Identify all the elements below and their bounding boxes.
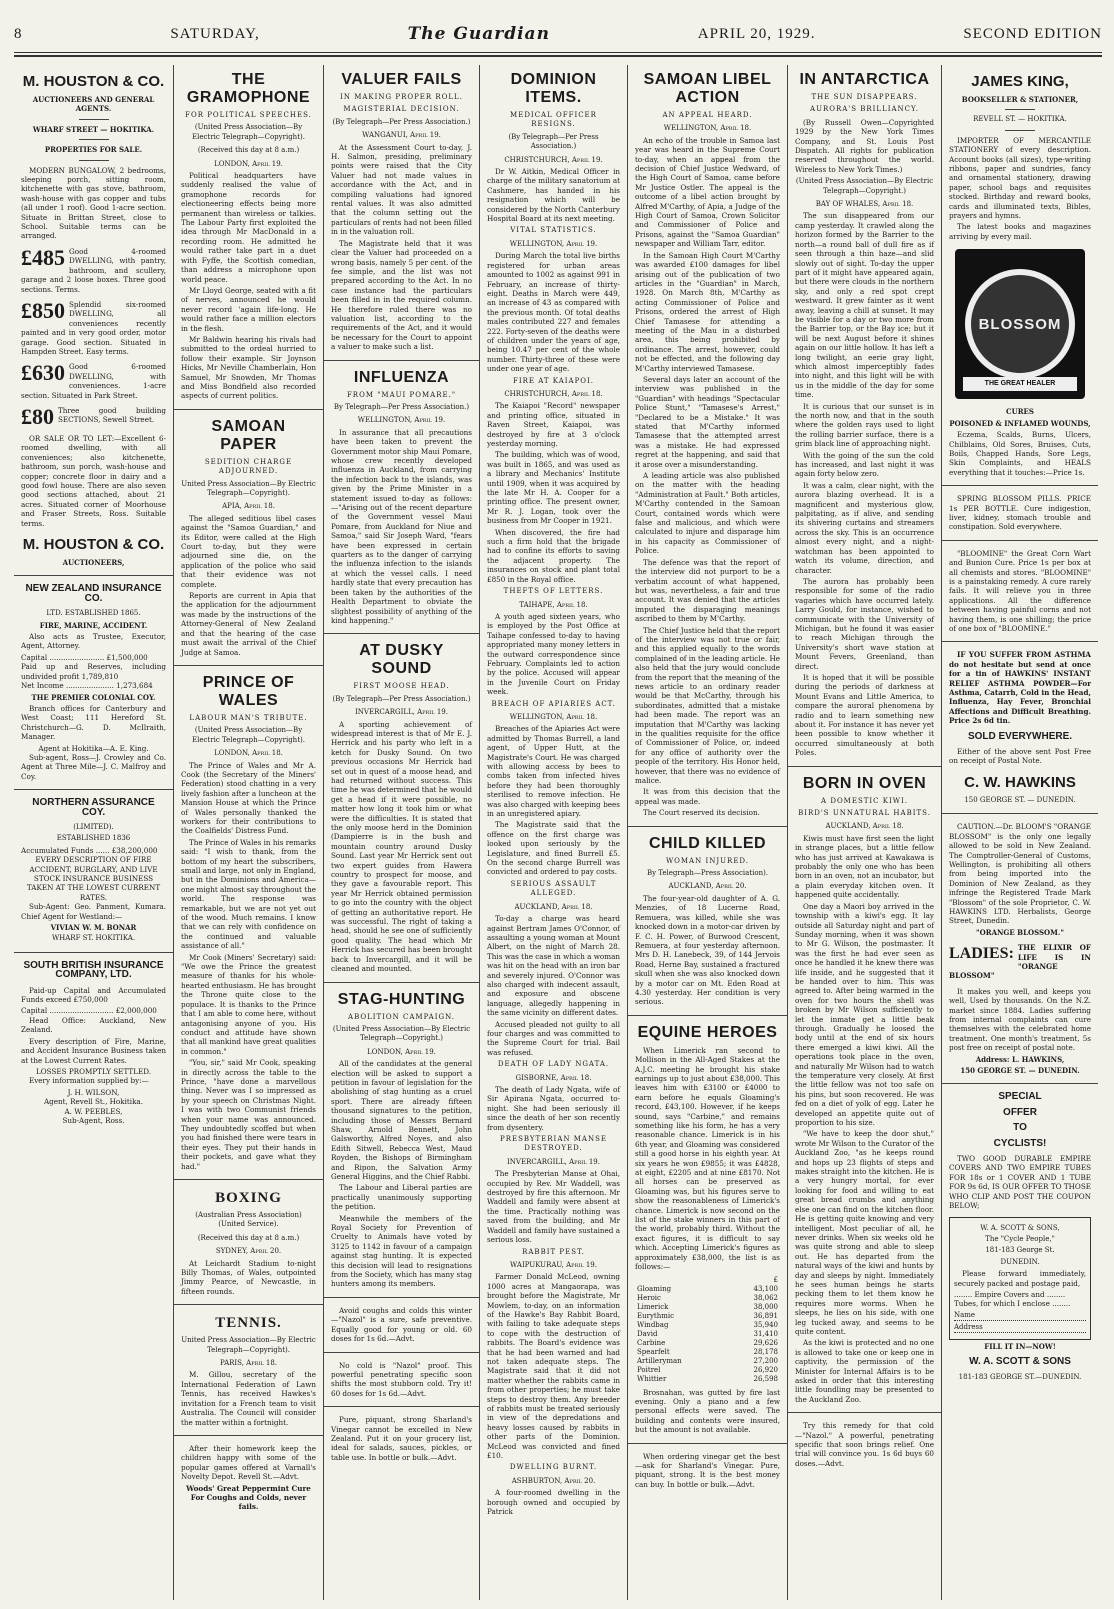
address: REVELL ST. — HOKITIKA. <box>973 115 1067 124</box>
houston-sub-2: AUCTIONEERS, <box>62 558 125 568</box>
sub: VITAL STATISTICS. <box>510 226 597 235</box>
coupon-scott: W. A. SCOTT & SONS, <box>980 1223 1060 1232</box>
cures: CURES <box>1006 407 1034 417</box>
masthead <box>14 22 1102 46</box>
paragraph: The aurora has probably been responsible for some of the radio vagaries which have occurred lately. Larry Gould, for instance, wished to communicate with the University of Michigan, but he found it was easier to reach Michigan through the University's short wave station at Mount Fevers, Greenland, than direct. <box>795 576 934 671</box>
dateline: INVERCARGILL, April 19. <box>507 1157 600 1166</box>
property-5 <box>21 406 166 428</box>
logo-text: BLOSSOM <box>978 315 1062 333</box>
paragraph: Reports are current in Apia that the application for the adjournment was made by the instructions of the Attorney-General of New Zealand and that the hearing of the case must await the arrival of the Chief Judge at Samoa. <box>181 591 316 657</box>
sold-everywhere: SOLD EVERYWHERE. <box>967 730 1073 742</box>
sub: FROM "MAUI POMARE." <box>346 390 457 399</box>
property-6: OR SALE OR TO LET:—Excellent 6-roomed dwelling, with all conveniences; also kitchenette, bathroom, sun porch, wash-house and copper; concrete floor in dairy and a good fowl house. There are also seven good sections attached, about 21 acres. Situated corner of Moorhouse and Fraser Streets, Ross. Suitable terms. <box>21 433 166 528</box>
column-3 <box>324 65 480 1600</box>
northern-funds: Accumulated Funds ...... £38,200,000 <box>21 845 158 855</box>
address: 150 GEORGE ST. — DUNEDIN. <box>964 795 1076 804</box>
hawkins-heading: C. W. HAWKINS <box>964 773 1076 791</box>
advert: Try this remedy for that cold—"Nazol." A powerful, penetrating specific that soon brings relief. One trial will convince you. 1s 6d buys 60 doses.—Advt. <box>795 1421 934 1468</box>
northern-heading: NORTHERN ASSURANCE COY. <box>32 797 155 818</box>
dateline: APIA, April 18. <box>222 502 275 511</box>
nz-premier: THE PREMIER COLONIAL COY. <box>31 692 156 702</box>
dateline: WELLINGTON, April 18. <box>663 124 752 133</box>
dateline: WELLINGTON, April 18. <box>509 712 598 721</box>
houston-sub: AUCTIONEERS AND GENERAL AGENTS. <box>32 95 155 114</box>
nz-also: Also acts as Trustee, Executor, Agent, Attorney. <box>21 632 166 651</box>
table-row <box>635 1375 780 1384</box>
horse-name: Carbine <box>637 1338 666 1347</box>
gramophone-heading: THE GRAMOPHONE <box>186 71 311 106</box>
coupon-text: ........ Empire Covers and ........ <box>954 1289 1066 1299</box>
paragraph: The Chief Justice held that the report of the interview was not true or fair, and this applied equally to the words complained of in the leading article. He also held that the jury would conclude from the report that the meaning of the news article to an ordinary reader would be that McCarthy, through his subordinates, admitted that a mistake had been made. The report was an imputation that M'Carthy was lacking in the qualities requisite for the office of Commissioner of Police, or, indeed for any office of authority over the people of the territory. His Honor held, however, that there was no evidence of malice. <box>635 625 780 786</box>
received: (Received this day at 8 a.m.) <box>197 1233 300 1242</box>
paragraph: The Magistrate held that it was clear the Valuer had proceeded on a wrong basis, namely 5 per cent. of the fee simple, and the list was not prepared according to the Act. In no case instance had the particulars been filled in in the required column. He therefore ruled there was no valuation list, according to the requirements of the Act, and it would be necessary for the Court to appoint a valuer to make such a list. <box>331 238 472 352</box>
northern-wharf: WHARF ST. HOKITIKA. <box>51 934 136 943</box>
paragraph: A leading article was also published on the matter with the heading "Administration at Fault." Both articles, M'Carthy contended in the Samoan Court, contained words which were false and malicious, and which were calculated to injure and disparage him in his capacity as Commissioner of Police. <box>635 471 780 556</box>
paragraph: Mr Baldwin hearing his rivals had submitted to the ordeal hurried to follow their example. Sir Joynson Hicks, Mr Neville Chamberlain, Hon Samuel, Mr Snowden, Mr Thomas and Miss Bondfield also recorded aspects of current politics. <box>181 334 316 401</box>
address-field[interactable] <box>954 1323 1086 1333</box>
samoan-libel-heading: SAMOAN LIBEL ACTION <box>643 71 772 106</box>
horse-name: Artilleryman <box>637 1356 682 1365</box>
table-row <box>635 1312 780 1321</box>
sub: BREACH OF APIARIES ACT. <box>491 699 616 708</box>
stag-hunting-heading: STAG-HUNTING <box>337 990 466 1008</box>
james-king-heading: JAMES KING, <box>971 73 1069 90</box>
paragraph: (By Russell Owen—Copyrighted 1929 by the New York Times Company, and St. Louis Post Dispatch. All rights for publication reserved throughout the world. Wireless to New York Times.) <box>795 117 934 174</box>
sb-capital: Capital ............................ £2,000,000 <box>21 1006 157 1016</box>
property-2 <box>21 247 166 294</box>
credit: (By Telegraph—Per Press Association.) <box>508 132 599 151</box>
nz-net: Net Income ..................... 1,273,684 <box>21 681 153 691</box>
dusky-sound-heading: AT DUSKY SOUND <box>359 642 444 678</box>
price: £80 <box>21 405 54 428</box>
northern-bonar: VIVIAN W. M. BONAR <box>50 923 137 933</box>
column-7 <box>942 65 1098 1600</box>
column-2 <box>174 65 324 1600</box>
horse-name: David <box>637 1329 658 1338</box>
sb-wilson: J. H. WILSON, <box>67 1087 120 1097</box>
paragraph: M. Gillou, secretary of the International Federation of Lawn Tennis, has received Hawkes's invitation for a French team to visit Australia. The Council will consider the matter within a fortnight. <box>181 1370 316 1427</box>
column-4 <box>480 65 628 1600</box>
address: Address: L. HAWKINS, <box>975 1054 1065 1064</box>
paragraph: An echo of the trouble in Samoa last year was heard in the Supreme Court to-day, when an appeal from the decision of Chief Justice Wedward, of the High Court of Samoa, came before Mr Justice Ostler. The appeal is the outcome of a libel action brought by Alfred M'Carthy, of Apia, a Judge of the High Court of Samoa, Crown Solicitor and Commissioner of Police and Prisons, against the "Samoa Guardian" newspaper and William Tarr, editor. <box>635 135 780 249</box>
horse-name: Limerick <box>637 1302 669 1311</box>
offer: OFFER <box>1003 1106 1037 1118</box>
paragraph: A four-roomed dwelling in the borough owned and occupied by Patrick <box>487 1488 620 1517</box>
credit: United Press Association—By Electric Telegraph—Copyright). <box>181 479 316 497</box>
sub: RABBIT PEST. <box>522 1247 585 1256</box>
paragraph: At the Assessment Court to-day, J. H. Salmon, presiding, preliminary points were raised that the City Valuer had not made values in accordance with the Act, and in compiling valuations had ignored rental values. It was also admitted that the column setting out the particulars of rents had not been filled in in the valuation roll. <box>331 142 472 237</box>
paragraph: The Prince of Wales and Mr A. Cook (the Secretary of the Miners' Federation) stood chatting in a very lively fashion after a luncheon at the Mansion House at which the Prince of Wales personally thanked the workers for their contributions to the Coalfields' Distress Fund. <box>181 760 316 836</box>
paragraph: As the kiwi is protected and no one is allowed to take one or keep one in captivity, the permission of the Minister for Internal Affairs is to be asked in order that this interesting little foundling may be presented to the Auckland Zoo. <box>795 1338 934 1404</box>
dateline: CHRISTCHURCH, April 18. <box>504 389 603 398</box>
paragraph: It makes you well, and keeps you well, Used by thousands. On the N.Z. market since 1884. Ladies suffering from internal complaints can cure themselves with the celebrated home treatment. One month's treatment, 5s post free on receipt of postal note. <box>949 986 1091 1053</box>
paragraph: Political headquarters have suddenly realised the value of gramophone records for electioneering effects being more permanent than wireless or talkies. The Labour Party first exploited the idea through Mr MacDonald in a recording room. He admitted he would rather take part in a duet with Fyffe, the Scottish comedian, than address a microphone upon world peace. <box>181 171 316 284</box>
credit: (Australian Press Association) (United Service). <box>195 1211 302 1229</box>
paragraph: All of the candidates at the general election will be asked to support a petition in favour of legislation for the abolishing of stag hunting as a cruel sport. There are already fifteen thousand signatures to the petition, including those of Messrs Bernard Shaw, Arnold Bennett, John Galsworthy, Alfred Noyes, and also Edith Sitwell, Rebecca West, Maud Royden, the Bishops of Birmingham and Ripon, the Salvation Army General Higgins, and the Chief Rabbi. <box>331 1059 472 1181</box>
advert: After their homework keep the children happy with some of the popular games offered at Varnall's Novelty Depot. Revell St.—Advt. <box>181 1443 316 1482</box>
sub: AN APPEAL HEARD. <box>662 111 753 119</box>
stake-value: 35,940 <box>753 1320 778 1329</box>
paragraph: Brosnahan, was gutted by fire last evening. Only a piano and a few personal effects were saved. The building and contents were insured, but the amount is not available. <box>635 1387 780 1435</box>
received: (Received this day at 8 a.m.) <box>197 146 300 155</box>
credit: By Telegraph—Per Press Association.) <box>333 402 470 411</box>
advert: Pure, piquant, strong Sharland's Vinegar cannot be excelled in New Zealand. Put it on your grocery list, ideal for salads, sauces, pickles, or table use. In bottle or bulk.—Advt. <box>331 1415 472 1462</box>
properties-heading: PROPERTIES FOR SALE. <box>44 145 143 155</box>
prince-of-wales-heading: PRINCE OF WALES <box>202 673 295 709</box>
nz-established: LTD. ESTABLISHED 1865. <box>46 609 141 618</box>
horse-name: Whittier <box>637 1374 667 1383</box>
special: SPECIAL <box>998 1091 1042 1103</box>
paragraph: IF YOU SUFFER FROM ASTHMA do not hesitate but send at once for a tin of HAWKINS' INSTANT RELIEF ASTHMA POWDER—For Asthma, Catarrh, Cold in the Head, Influenza, Hay Fever, Bronchial Affections and Difficult Breathing. Price 2s 6d tin. <box>949 650 1091 726</box>
sub: SERIOUS ASSAULT ALLEGED. <box>510 879 597 898</box>
sb-paid: Paid-up Capital and Accumulated Funds exceed £750,000 <box>21 985 166 1005</box>
table-row <box>635 1285 780 1294</box>
dateline: CHRISTCHURCH, April 19. <box>504 155 603 164</box>
paragraph: "BLOOMINE" the Great Corn Wart and Bunion Cure. Price 1s per box at all chemists and stores. "BLOOMINE" is a painstaking remedy. A cure rarely fails. It will relieve you in three applications. All the difference between having painful corns and not having them, is one shilling; the price of one box of "BLOOMINE." <box>949 548 1091 633</box>
credit: (United Press Association—By Electric Telegraph—Copyright.) <box>795 177 934 195</box>
property-text: Good 6-roomed DWELLING, with conveniences. 1-acre section. Situated in Park Street. <box>21 362 166 400</box>
dateline: PARIS, April 18. <box>220 1359 277 1368</box>
dateline: WANGANUI, April 19. <box>362 131 441 140</box>
dateline: WELLINGTON, April 19. <box>357 416 446 425</box>
paragraph: The Prince of Wales in his remarks said: "I wish to thank, from the bottom of my heart the subscribers, small and large, not only in England, but in the Dominions and America—one might almost say throughout the world. The response was remarkable, but we are not yet out of the wood. Much remains. I know that we can rely with confidence on the continued and valuable assistance of all." <box>181 837 316 951</box>
logo-band: THE GREAT HEALER <box>963 377 1077 391</box>
ladies-label: LADIES: <box>949 945 1014 963</box>
horse-name: Spearfelt <box>637 1347 670 1356</box>
sub: THEFTS OF LETTERS. <box>503 587 604 596</box>
table-row <box>635 1303 780 1312</box>
advert: When ordering vinegar get the best—ask for Sharland's Vinegar. Pure, piquant, strong. It is the best money can buy. In bottle or bulk.—Advt. <box>635 1451 780 1489</box>
paragraph: The Labour and Liberal parties are practically unanimously supporting the petition. <box>331 1183 472 1212</box>
table-row <box>635 1321 780 1330</box>
paragraph: With the going of the sun the cold has increased, and last night it was again forty below zero. <box>795 450 934 479</box>
houston-heading: M. HOUSTON & CO. <box>22 73 165 90</box>
born-in-oven-heading: BORN IN OVEN <box>802 774 927 792</box>
dateline: LONDON, April 19. <box>214 159 283 168</box>
dateline: INVERCARGILL, April 19. <box>355 708 448 717</box>
address: 150 GEORGE ST. — DUNEDIN. <box>960 1066 1080 1076</box>
paragraph: In the Samoan High Court M'Carthy was awarded £100 damages for libel arising out of the publication of two articles in the "Guardian" in March, 1928. On March 8th, M'Carthy as acting Commissioner of Police and Prisons, ordered the arrest of High Chief Tamasese for attending a meeting of the Mau in a disturbed area, this being prohibited by ordinance. The arrest, however, could not be effected, and the following day M'Carthy interviewed Tamasese. <box>635 250 780 373</box>
nz-branch: Branch offices for Canterbury and West Coast; 111 Hereford St. Christchurch—G. D. McIlraith, Manager. <box>21 703 166 742</box>
horse-name: Poitrel <box>637 1365 661 1374</box>
property-text: Good 4-roomed DWELLING, with pantry, bathroom, and scullery, garage and 2 loose boxes. Three good sections. Terms. <box>21 246 166 294</box>
horse-name: Windbag <box>637 1320 669 1329</box>
address-label: Address <box>954 1322 983 1331</box>
paragraph: It was a calm, clear night, with the aurora blazing overhead. It is a magnificent and mysterious glow, palpitating, as if alive, and sending its shivering curtains and streamers across the sky. This is an occurrence almost every night, and a night-watchman has been appointed to watch its volume, direction, and character. <box>795 480 934 575</box>
nz-capital: Capital ........................ £1,500,000 <box>21 652 148 662</box>
paragraph: It is curious that our sunset is in the north now, and that in the south where the golden rays used to light the rolling barrier surface, there is a grim black line of approaching night. <box>795 401 934 449</box>
paragraph: Eczema, Scalds, Burns, Ulcers, Chilblains, Old Sores, Bruises, Cuts, Boils, Chapped Hands, Sore Legs, Skin Complaints, and HEALS everything that it touches:—Price 1s. <box>949 430 1091 477</box>
paragraph: When Limerick ran second to Mollison in the All-Aged Stakes at the A.J.C. meeting he brought his stake earnings up to just about £38,000. This leaves him with £3100 or £4000 to earn before he equals Gloaming's record, £43,100. However, if he keeps sound, says "Carbine," and remains something like his form, he has a very reasonable chance. Limerick is in his 6th year, and Gloaming was considered still a good horse in his eighth year. At six years he won £9855; it was £4828, at eight, £2205 and at nine £8170. Not all horses can be preserved as Gloaming was, but his figures serve to show the reasonableness of Limerick's chance. Limerick is now second on the list of the stake winners in this part of the world, probably third. Without the exact figures, it is difficult to say which. Accepting Limerick's figures as approximately £38,000, the list is as follows:— <box>635 1045 780 1272</box>
paragraph: The sun disappeared from our camp yesterday. It crawled along the horizon formed by the Barrier to the north—a round ball of dull fire as if seen through a thin haze—and slid slowly out of sight. To-day the upper part of it might have appeared again, but there were clouds in the northern sky, and only a red spot crept westward. It grew fainter as it went away, leaving a chill at sunset. It may be visible for a day or two more from the Barrier top, or the Bay ice; but it will be next August before it shines again on our little hollow. It has left a long twilight, an eerie gray light, which almost imperceptibly fades into night, and this light will be with us in the middle of the day for some time. <box>795 211 934 400</box>
samoan-paper-heading: SAMOAN PAPER <box>211 417 286 453</box>
property-text: Three good building SECTIONS, Sewell Street. <box>58 405 166 425</box>
dateline: LONDON, April 19. <box>367 1047 436 1056</box>
sub: BIRD'S UNNATURAL HABITS. <box>798 809 931 818</box>
nz-insurance-heading: NEW ZEALAND INSURANCE CO. <box>25 583 162 604</box>
coupon-text: Please forward immediately, securely packed and postage paid, <box>954 1269 1086 1288</box>
credit: (By Telegraph—Per Press Association.) <box>332 117 471 126</box>
coupon-scott: DUNEDIN. <box>1000 1257 1040 1266</box>
stake-value: 27,200 <box>753 1356 778 1365</box>
column-1 <box>14 65 174 1600</box>
paragraph: The Kaiapoi "Record" newspaper and printing office, situated in Raven Street, Kaiapoi, was destroyed by fire at 3 o'clock yesterday morning. <box>487 401 620 448</box>
dateline: SYDNEY, April 20. <box>215 1247 282 1256</box>
property-4 <box>21 362 166 400</box>
prince-sub: LABOUR MAN'S TRIBUTE. <box>189 713 308 722</box>
equine-heroes-heading: EQUINE HEROES <box>637 1023 778 1041</box>
sb-head-office: Head Office: Auckland, New Zealand. <box>21 1015 166 1035</box>
price: £485 <box>21 246 65 270</box>
paragraph: Dr W. Aitkin, Medical Officer in charge of the military sanatorium at Cashmere, has handed in his resignation which will be considered by the North Canterbury Hospital Board at its next meeting. <box>487 167 620 224</box>
stake-value: 28,178 <box>753 1347 778 1356</box>
sub: FIRST MOOSE HEAD. <box>353 682 450 691</box>
advert: No cold is "Nazol" proof. This powerful penetrating specific soon shifts the most stubborn cold. Try it! 60 doses for 1s 6d.—Advt. <box>331 1360 472 1398</box>
houston-heading-2: M. HOUSTON & CO. <box>22 536 165 554</box>
sub: A DOMESTIC KIWI. <box>821 796 908 805</box>
column-6 <box>788 65 942 1600</box>
sub: AURORA'S BRILLIANCY. <box>810 105 919 114</box>
dateline: GISBORNE, April 18. <box>515 1073 592 1082</box>
paragraph: At Leichardt Stadium to-night Billy Thomas, of Wales, outpointed Jimmy Pearce, of Newcastle, in fifteen rounds. <box>181 1258 316 1296</box>
price: £630 <box>21 362 65 386</box>
credit: (United Press Association—By Electric Telegraph—Copyright). <box>192 726 305 744</box>
stake-winners-table <box>635 1276 780 1384</box>
sb-peebles-addr: Sub-Agent, Ross. <box>62 1115 125 1125</box>
samoan-paper-sub: SEDITION CHARGE ADJOURNED. <box>204 457 293 476</box>
coupon <box>949 1217 1091 1340</box>
table-row <box>635 1294 780 1303</box>
paragraph: Several days later an account of the interview was published in the "Guardian" with headings "Spectacular Police Stunt," "Tamasese's Arrest," "Declared to be a Mistake." It was stated that M'Carthy informed Tamasese that the attempted arrest was a mistake. He had expressed regret at the happening, and said that it arose over a misunderstanding. <box>635 374 780 469</box>
sb-info: Every information supplied by:— <box>29 1076 149 1086</box>
paragraph: CAUTION.—Dr. BLOOM'S "ORANGE BLOSSOM" is the only one legally allowed to be sold in New Zealand. The Comptroller-General of Customs, Wellington, is prohibiting all others from being imported into the Dominion of New Zealand, as they infringe the Registered Trade Mark "Blossom" of the sole Proprietor, C. W. HAWKINS LTD. Herbalists, George Street, Dunedin. <box>949 822 1092 926</box>
sub: ABOLITION CAMPAIGN. <box>348 1012 455 1021</box>
masthead-day: SATURDAY, <box>170 25 260 42</box>
table-row <box>635 1348 780 1357</box>
nz-agent: Agent at Hokitika—A. E. King. <box>38 743 149 753</box>
sub: WOMAN INJURED. <box>665 856 750 865</box>
dateline: WAIPUKURAU, April 19. <box>510 1260 597 1269</box>
cures-sub: POISONED & INFLAMED WOUNDS, <box>949 418 1091 428</box>
horse-name: Gloaming <box>637 1284 672 1293</box>
orange-blossom: "ORANGE BLOSSOM." <box>976 927 1064 937</box>
credit: (By Telegraph—Per Press Association.) <box>332 694 471 703</box>
sb-losses: LOSSES PROMPTLY SETTLED. <box>35 1066 152 1076</box>
horse-name: Eurythmic <box>637 1311 675 1320</box>
property-3 <box>21 300 166 356</box>
page-number: 8 <box>14 25 23 42</box>
masthead-title: The Guardian <box>407 24 550 44</box>
stake-value: 36,891 <box>753 1311 778 1320</box>
coupon-text: Tubes, for which I enclose ........ <box>954 1299 1071 1309</box>
to: TO <box>1013 1122 1027 1134</box>
paragraph: It was from this decision that the appeal was made. <box>635 787 780 806</box>
sub: PRESBYTERIAN MANSE DESTROYED. <box>499 1135 607 1153</box>
ladies-advert <box>949 943 1091 981</box>
table-row <box>635 1330 780 1339</box>
scott-heading: W. A. SCOTT & SONS <box>969 1356 1071 1368</box>
stake-value: 26,598 <box>753 1374 778 1383</box>
credit: By Telegraph—Press Association). <box>646 869 769 878</box>
advert: Woods' Great Peppermint Cure For Coughs and Colds, never fails. <box>186 1483 311 1512</box>
paragraph: The four-year-old daughter of A. G. Menzies, of 18 Lucerne Road, Remuera, was killed, while she was knocked down in a motor-car driven by F. C. H. Power, of Burwood Crescent, Remuera, at four yesterday afternoon. Mrs D. H. Lanebeck, 39, of 144 Jervois Road, Herne Bay, sustained a fractured skull when she was also knocked down by a motor car on Mt. Eden Road at 4.30 yesterday. Her condition is very serious. <box>635 893 780 1007</box>
column-5 <box>628 65 788 1600</box>
sub: MAGISTERIAL DECISION. <box>343 105 460 114</box>
paragraph: TWO GOOD DURABLE EMPIRE COVERS AND TWO EMPIRE TUBES FOR 18s or 1 COVER AND 1 TUBE FOR 9s 6d, IS OUR OFFER TO THOSE WHO CLIP AND POST THE COUPON BELOW; <box>949 1154 1091 1211</box>
stake-value: 26,920 <box>753 1365 778 1374</box>
stake-value: 38,000 <box>753 1302 778 1311</box>
valuer-fails-heading: VALUER FAILS <box>341 71 462 88</box>
sub: THE SUN DISAPPEARS. <box>811 93 918 101</box>
paragraph: Farmer Donald McLeod, owning 1000 acres at Mangaorapa, was brought before the Magistrate, Mr Mowlem, to-day, on an information of the Hawke's Bay Rabbit Board, with failing to take adequate steps to cope with the destruction of rabbits. The Board's evidence was that he had been warned and had not taken adequate steps. The Magistrate said that it did not matter whether the rabbits came in from other properties; he must take steps to destroy them. Any breeder of rabbits must be treated seriously in view of the depredations and heavy losses caused by rabbits in other parts of the Dominion. McLeod was convicted and fined £10. <box>487 1272 620 1461</box>
paragraph: The alleged seditious libel cases against the "Samoa Guardian," and its Editor, were called at the High Court to-day, but they were adjourned sine die, on the application of the police who said that their evidence was not complete. <box>181 513 316 589</box>
paragraph: "You, sir," said Mr Cook, speaking in directly across the table to the Prince, "have done a marvellous thing. Never was I so impressed as by your speech on Christmas Night. I was with two Communist friends when your name was announced. They undoubtedly scoffed but when you had finished there were tears in their eyes. They put their hands in their pockets, and gave what they had." <box>181 1058 316 1171</box>
property-text: Splendid six-roomed DWELLING, all conveniences recently painted and in very good order, motor garage. Good section. Situated in Hampden Street. Easy terms. <box>21 299 166 356</box>
paragraph: The death of Lady Ngata, wife of Sir Apirana Ngata, occurred to-night. She had been seriously ill since the death of her son recently from dysentery. <box>487 1085 620 1132</box>
paragraph: The building, which was of wood, was built in 1865, and was used as a library and Mechanics' Institute until 1909, when it was acquired by the late Mr H. A. Cooper for a printing office. The present owner, Mr R. J. Logan, took over the business from Mr Cooper in 1921. <box>487 450 620 526</box>
gramophone-sub: FOR POLITICAL SPEECHES. <box>185 111 312 119</box>
paragraph: The Magistrate said that the offence on the first charge was looked upon seriously by the Legislature, and fined Burrell £5. On the second charge Burrell was convicted and ordered to pay costs. <box>487 820 620 877</box>
sb-peebles: A. W. PEEBLES, <box>64 1106 123 1116</box>
paragraph: Kiwis must have first seen the light in strange places, but a little fellow who has just arrived at Kawakawa is probably the only one who has been born in an oven, not an incubator, but a plain everyday kitchen oven. It happened quite accidentally. <box>795 833 934 900</box>
paragraph: Accused pleaded not guilty to all four charges and was committed to the Supreme Court for trial. Bail was refused. <box>487 1019 620 1057</box>
credit: United Press Association—By Electric Telegraph—Copyright). <box>181 1336 316 1354</box>
name-field[interactable] <box>954 1311 1086 1321</box>
table-row <box>635 1357 780 1366</box>
advert: Avoid coughs and colds this winter—"Nazol" is a sure, safe preventive. Equally good for young or old. 60 doses for 1s 6d.—Advt. <box>331 1305 472 1344</box>
paragraph: The Presbyterian Manse at Ohai, occupied by Rev. Mr Waddell, was destroyed by fire this afternoon. Mr Waddell and family were absent at the time. Practically nothing was saved from the building, and Mr Waddell and family have sustained a serious loss. <box>487 1169 620 1245</box>
paragraph: One day a Maori boy arrived in the township with a kiwi's egg. It lay outside all Saturday night and part of Sunday morning, when it was shown to Mr G. Wilson, the postmaster. It was the first he had ever seen as once he handled it he knew there was life inside, and he suggested that it be handed over to him. This was agreed to. After being warmed in the oven for two hours the shell was broken by Mr Wilson sufficiently to let the inmate get a little beak through. Gradually he loosed the body until at the end of six hours there emerged a kiwi kiwi. All the operations took place in the oven, and naturally Mr Wilson had to watch the temperature very closely. At first the little fellow was not too safe on his pins, but soon recovered. He was fed on a diet of yolk of egg. Later he developed an appetite quite out of proportion to his size. <box>795 901 934 1128</box>
paragraph: When discovered, the fire had such a firm hold that the brigade had to confine its efforts to saving the adjacent property. The insurances on stock and plant total £850 in the Royal office. <box>487 527 620 584</box>
dateline: ASHBURTON, April 20. <box>511 1476 596 1485</box>
paragraph: Meanwhile the members of the Royal Society for Prevention of Cruelty to Animals have voted by 3125 to 1142 in favour of a campaign against stag hunting. It is expected this decision will lead to resignations from the Society, which has many stag hunters among its members. <box>331 1213 472 1289</box>
table-header-row <box>635 1276 780 1285</box>
paragraph: The defence was that the report of the interview did not purport to be a verbatim account of what happened, but was, nevertheless, a fair and true account. It was denied that the articles imputed the disparaging meanings ascribed to them by M'Carthy. <box>635 557 780 624</box>
northern-desc: EVERY DESCRIPTION OF FIRE ACCIDENT, BURGLARY, AND LIVE STOCK INSURANCE BUSINESS TAKEN AT THE LOWEST CURRENT RATES. <box>26 855 161 902</box>
sub: DWELLING BURNT. <box>509 1463 598 1472</box>
table-row <box>635 1339 780 1348</box>
sub: MEDICAL OFFICER RESIGNS. <box>510 111 597 129</box>
dateline: AUCKLAND, April 18. <box>514 902 593 911</box>
paragraph: Breaches of the Apiaries Act were admitted by Thomas Burrell, a land agent, of Upper Hutt, at the Magistrate's Court. He was charged with allowing access by bees to combs taken from infected hives before they had been thoroughly sterilised to remove infection. He was also charged with keeping bees in an unregistered apiary. <box>487 724 620 819</box>
paragraph: In assurance that all precautions have been taken to prevent the Government motor ship Maui Pomare, whose crew recently developed influenza in Auckland, from carrying the infection back to the islands, was given by the Prime Minister in a statement issued to-day as follows:—"Arising out of the recent departure of the Government vessel Maui Pomare, from Auckland for Niue and Samoa," said Sir Joseph Ward, "fears have been expressed in certain quarters as to the danger of carrying the influenza infection to the islands at which the vessel calls. I need hardly state that every precaution has been taken by the authorities of the Health Department to obviate the slightest possibility of anything of the kind happening." <box>331 427 472 625</box>
influenza-heading: INFLUENZA <box>353 368 450 386</box>
boxing-heading: BOXING <box>215 1190 282 1206</box>
price: £850 <box>21 299 65 323</box>
dateline: AUCKLAND, April 20. <box>668 882 747 891</box>
coupon-scott: The "Cycle People," <box>985 1234 1055 1243</box>
northern-established: ESTABLISHED 1836 <box>56 834 131 843</box>
paragraph: Either of the above sent Post Free on receipt of Postal Note. <box>949 747 1091 766</box>
paragraph: To-day a charge was heard against Bertram James O'Connor, of assaulting a young woman at Mount Albert, on the night of March 28. This was the case in which a woman was hit on the head with an iron bar and severely injured. O'Connor was also charged with indecent assault, and exposure and obscene language, allegedly happening in the same vicinity on different dates. <box>487 914 620 1018</box>
nz-type: FIRE, MARINE, ACCIDENT. <box>39 620 148 630</box>
nz-paid: Paid up and Reserves, including undivided profit 1,789,810 <box>21 662 166 681</box>
masthead-date: APRIL 20, 1929. <box>697 25 816 42</box>
scott-address: 181-183 GEORGE ST.—DUNEDIN. <box>958 1372 1082 1381</box>
paragraph: The Court reserved its decision. <box>643 808 760 818</box>
northern-ltd: (LIMITED). <box>73 822 114 831</box>
paragraph: IMPORTER OF MERCANTILE STATIONERY of every description. Account books (all sizes), type-writing ribbons, paper and sundries, fancy and ornamental stationery, drawing paper, school bags and requisites stocked. Birthday and reward books, cards and illuminated texts, Bibles, prayers and hymns. <box>949 135 1091 221</box>
paragraph: During March the total live births registered for urban areas amounted to 1002 as against 991 in February, an increase of thirty-eight. Deaths in March were 449, an increase of 43 as compared with the previous month. Of total deaths males contributed 227 and females 222. Forty-seven of the deaths were of children under the years of age, being 10.47 per cent of the whole number. Thirty-three of these were under one year of age. <box>487 251 620 374</box>
paragraph: A youth aged sixteen years, who is employed by the Post Office at Taihape confessed to-day to having appropriated many money letters in the outward correspondence since February. Complaints led to action by the police. Accused will appear in the Juvenile Court on Friday week. <box>487 611 620 697</box>
coupon-scott: 181-183 George St. <box>985 1246 1055 1255</box>
nz-subagent: Sub-agent, Ross—J. Crowley and Co. Agent at Three Mile—J. C. Malfroy and Coy. <box>21 752 166 781</box>
paragraph: "We have to keep the door shut," wrote Mr Wilson to the Curator of the Auckland Zoo, "as he keeps round and hops up 23 flights of steps and makes straight into the kitchen. He is a very hungry mortal, for ever looking for food and willing to eat great bread crumbs and anything else one can find on the kitchen floor. He is getting quite knowing and very intelligent. Most peculiar of all, he never drinks. When six weeks old he was quite strong and able to sleep out. He has departed from the natural ways of the kiwi and hunts by day and sleeps by night. Immediately he sees human beings he starts pecking them to let them know he requires more worms. When he sleeps, he lies on his side, with one leg tucked away, and seems to be quite content. <box>795 1129 934 1336</box>
stake-value: 29,626 <box>753 1338 778 1347</box>
paragraph: Mr Lloyd George, seated with a fit of nerves, announced he would never record 'again life-long. He would rather face a million electors in the flesh. <box>181 285 316 333</box>
tennis-heading: TENNIS. <box>215 1315 282 1332</box>
stake-value: 43,100 <box>753 1284 778 1293</box>
ladies-text: THE ELIXIR OF LIFE IS IN "ORANGE BLOSSOM" <box>949 943 1091 981</box>
dateline: LONDON, April 18. <box>214 749 283 758</box>
currency-header: £ <box>773 1275 778 1284</box>
credit: (United Press Association—By Electric Telegraph—Copyright). <box>192 123 305 141</box>
dateline: AUCKLAND, April 18. <box>825 822 904 831</box>
sub: DEATH OF LADY NGATA. <box>497 1060 610 1069</box>
child-killed-heading: CHILD KILLED <box>648 834 767 852</box>
houston-address: WHARF STREET — HOKITIKA. <box>32 124 155 134</box>
masthead-edition: SECOND EDITION <box>963 25 1102 42</box>
table-row <box>635 1366 780 1375</box>
sub: BOOKSELLER & STATIONER, <box>961 95 1079 104</box>
northern-agent: Sub-Agent: Geo. Panment, Kumara. Chief Agent for Westland:— <box>21 902 166 921</box>
dateline: BAY OF WHALES, April 18. <box>815 200 914 209</box>
stake-value: 38,062 <box>753 1293 778 1302</box>
south-british-heading: SOUTH BRITISH INSURANCE COMPANY, LTD. <box>23 959 164 981</box>
sb-wilson-addr: Agent, Revell St., Hokitika. <box>43 1097 144 1107</box>
paragraph: Mr Cook (Miners' Secretary) said: "We owe the Prince the greatest measure of thanks for his whole-hearted enthusiasm. He has brought the Throne quite close to the populace. It is thanks to the Prince that I am able to come here, without antagonising anyone of you. His conduct and attitude have shown that all mankind have great qualities in common." <box>181 952 316 1056</box>
dateline: TAIHAPE, April 18. <box>519 600 588 609</box>
horse-name: Heroic <box>637 1293 661 1302</box>
paragraph: The latest books and magazines arriving by every mail. <box>949 222 1091 241</box>
sub: IN MAKING PROPER ROLL. <box>340 93 463 101</box>
paragraph: A sporting achievement of widespread interest is that of Mr E. J. Herrick and his party who left in a ketch for Dusky Sound. On two previous occasions Mr Herrick had set out in quest of a moose head, and had returned without success. This time he was determined that he would get a head if it were possible, no matter how long it took him or what were the difficulties. It is stated that the only moose herd in the Dominion (Dampierre is in the bush and mountain country around Dusky Sound. Last year Mr Herrick sent out two expert guides from Hawera country to prospect for moose, and they gave a favourable report. This year Mr Herrick obtained permission to go into the country with the object of getting an authoritative report. He was successful. The right of taking a head, should he see one of sufficiently good quality. The head which Mr Herrick has secured has been brought back to Invercargill, and it will be cleaned and mounted. <box>331 719 472 974</box>
sub: FIRE AT KAIAPOI. <box>512 376 595 385</box>
paragraph: SPRING BLOSSOM PILLS. PRICE 1s PER BOTTLE. Cure indigestion, liver, kidney, stomach trouble and constipation. Sold everywhere. <box>949 494 1091 532</box>
dominion-items-heading: DOMINION ITEMS. <box>510 71 597 106</box>
credit: (United Press Association—By Electric Telegraph—Copyright.) <box>332 1024 471 1043</box>
paragraph: It is hoped that it will be possible during the periods of darkness at Mount Evans and Little America, to compare the auroral phenomena by radio and to learn something new about it. For instance it has never yet been possible to know whether it occurred simultaneously at both Poles. <box>795 672 934 758</box>
cyclists: CYCLISTS! <box>993 1137 1047 1149</box>
fill-in: FILL IT IN—NOW! <box>984 1341 1056 1351</box>
antarctica-heading: IN ANTARCTICA <box>799 71 930 88</box>
property-1: MODERN BUNGALOW, 2 bedrooms, sleeping porch, sitting room, kitchenette with gas stove, bathroom, wash-house with gas copper and tubs (all under 1 roof). Good 1-acre section. Situate in Brittan Street, close to School. Suitable terms can be arranged. <box>21 165 166 241</box>
name-label: Name <box>954 1310 976 1319</box>
blossom-logo <box>955 249 1085 399</box>
dateline: WELLINGTON, April 19. <box>509 239 598 248</box>
stake-value: 31,410 <box>753 1329 778 1338</box>
sb-every: Every description of Fire, Marine, and Accident Insurance Business taken at the Lowest Current Rates. <box>21 1036 166 1065</box>
